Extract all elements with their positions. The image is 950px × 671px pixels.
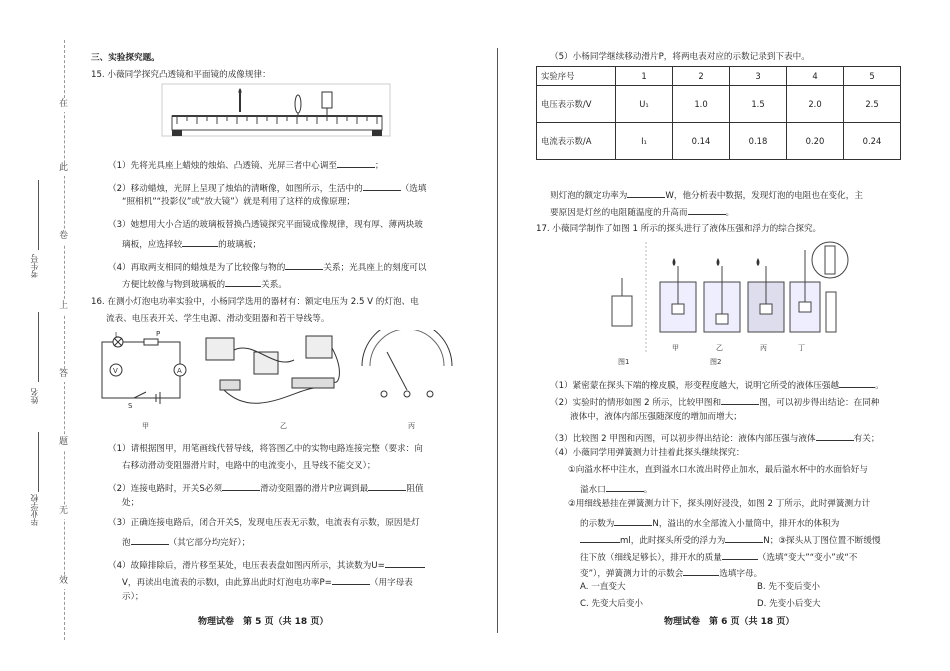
seal-char: 上 [59,300,68,314]
q16-4b: V，再读出电流表的示数I，由此算出此时灯泡电功率P= （用字母表 [122,575,413,589]
fig-jia-label: 甲 [142,422,149,430]
q17-4-2c: ml，此时探头所受的浮力为 N；③探头从丁图位置不断缓慢 [580,533,881,547]
name-field[interactable] [38,312,39,382]
q17-4: （4）小薇同学用弹簧测力计挂着此探头继续探究： [550,448,745,458]
table-cell: 1 [616,67,673,86]
answer-blank[interactable] [606,482,644,492]
answer-blank[interactable] [580,533,620,543]
q17-stem: 17. 小薇同学制作了如图 1 所示的探头进行了液体压强和浮力的综合探究。 [536,224,822,234]
fig-jia-label: 甲 [672,344,679,352]
fig-ding-label: 丁 [798,344,805,352]
q17-4-3: 往下放（细线足够长），排开水的质量 （选填“变大”“变小”或“不 [580,550,857,564]
optical-bench-svg [160,82,392,138]
answer-blank[interactable] [688,205,726,215]
option-b[interactable]: B. 先不变后变小 [757,582,820,592]
q17-3: （3）比较图 2 甲图和丙图，可以初步得出结论：液体内部压强与液体 有关； [550,431,879,445]
table-row [537,86,901,123]
table-cell: 2 [673,67,730,86]
table-row [537,67,901,86]
q15-3b: 璃板，应选择较 的玻璃板； [122,237,261,251]
table-cell: 3 [730,67,787,86]
table-cell: U₁ [616,86,673,123]
q15-1: （1）先将光具座上蜡烛的烛焰、凸透镜、光屏三者中心调至 ； [108,158,384,172]
q16-3b: 泡 （其它部分均完好）； [122,535,250,549]
q15-4: （4）再取两支相同的蜡烛是为了比较像与物的 关系；光具座上的刻度可以 [108,260,426,274]
answer-blank[interactable] [614,516,652,526]
seal-char: 在 [59,98,68,112]
answer-blank[interactable] [225,277,261,287]
table-cell: 4 [787,67,844,86]
answer-blank[interactable] [385,558,425,568]
q16-5-after1: 则灯泡的额定功率为 W，他分析表中数据，发现灯泡的电阻也在变化，主 [550,188,863,202]
answer-blank[interactable] [332,575,370,585]
q16-5: （5）小杨同学继续移动滑片P，将两电表对应的示数记录到下表中。 [550,52,810,62]
answer-blank[interactable] [683,566,719,576]
table-cell: 0.20 [787,123,844,160]
voltmeter-symbol: V [113,367,118,375]
q16-1: （1）请根据图甲，用笔画线代替导线，将答图乙中的实物电路连接完整（要求：向 [108,444,423,454]
table-cell: 电流表示数/A [537,123,616,160]
lamp-label: L [115,331,119,339]
table-cell: 0.18 [730,123,787,160]
q16-3: （3）正确连接电路后，闭合开关S，发现电压表无示数，电流表有示数，原因是灯 [108,518,420,528]
binding-strip [0,0,82,671]
q16-2: （2）连接电路时，开关S必须 滑动变阻器的滑片P应调到最 阻值 [108,481,424,495]
answer-blank[interactable] [285,260,323,270]
section-title: 三、实验探究题。 [91,53,160,63]
answer-blank[interactable] [839,378,875,388]
q16-stem-2: 流表、电压表开关、学生电源、滑动变阻器和若干导线等。 [106,314,330,324]
seal-char: 题 [59,436,68,450]
optical-bench-figure [160,82,392,138]
data-table [536,66,901,160]
fig-bing-label: 丙 [408,422,415,430]
seal-char: 此 [59,162,68,176]
q16-1b: 右移动滑动变阻器滑片时，电路中的电流变小，且导线不能交叉）； [122,461,376,471]
fig2-label: 图2 [710,358,722,366]
q15-2b: “照相机”“投影仪”或“放大镜”）就是利用了这样的成像原理； [122,197,355,207]
table-cell: 0.14 [673,123,730,160]
table-cell: 2.5 [844,86,901,123]
fig-bing-label: 丙 [760,344,767,352]
binding-dashed-line [64,40,65,640]
answer-blank[interactable] [722,550,758,560]
q17-4-2: ②用细线悬挂在弹簧测力计下，探头刚好浸没，如图 2 丁所示，此时弹簧测力计 [568,499,871,509]
table-cell: 电压表示数/V [537,86,616,123]
fig-yi-label: 乙 [280,422,287,430]
slider-label: P [156,330,161,338]
q16-4c: 示）； [122,592,144,602]
option-a[interactable]: A. 一直变大 [580,582,626,592]
column-divider [497,48,498,633]
seal-char: 效 [59,575,68,589]
q15-3: （3）她想用大小合适的玻璃板替换凸透镜探究平面镜成像规律，现有厚、薄两块玻 [108,220,423,230]
q17-2b: 液体中，液体内部压强随深度的增加而增大； [570,412,742,422]
fig1-label: 图1 [618,358,630,366]
q17-1: （1）紧密蒙在探头下端的橡皮膜，形变程度越大，说明它所受的液体压强越 。 [550,378,884,392]
answer-blank[interactable] [721,395,759,405]
option-d[interactable]: D. 先变小后变大 [757,599,821,609]
table-cell: 1.5 [730,86,787,123]
circuit-figures-svg [94,330,474,436]
seal-char: 无 [59,505,68,519]
answer-blank[interactable] [222,481,260,491]
option-c[interactable]: C. 先变大后变小 [580,599,644,609]
ammeter-symbol: A [177,367,182,375]
switch-label: S [128,402,133,410]
school-label: 毕业学校 [30,494,39,526]
table-cell: 0.24 [844,123,901,160]
q16-4: （4）故障排除后，滑片移至某处，电压表表盘如图丙所示，其读数为U= [108,558,425,572]
q17-4-3b: 变”），弹簧测力计的示数会 选填字母。 [580,566,762,580]
exam-id-label: 考生号 [30,254,39,278]
answer-blank[interactable] [363,181,401,191]
q16-figures [94,330,474,436]
table-cell: 2.0 [787,86,844,123]
fig-yi-label: 乙 [716,344,723,352]
q17-figures [590,238,852,370]
footer-left: 物理试卷 第 5 页（共 18 页） [198,617,329,627]
seal-char: 答 [59,368,68,382]
q17-4-1b: 溢水口 。 [580,482,652,496]
answer-blank[interactable] [725,533,763,543]
q16-5-after2: 要原因是灯丝的电阻随温度的升高而 。 [550,205,734,219]
exam-id-field[interactable] [38,180,39,250]
answer-blank[interactable] [131,535,169,545]
name-label: 姓名 [30,388,39,404]
answer-blank[interactable] [816,431,854,441]
footer-right: 物理试卷 第 6 页（共 18 页） [664,617,795,627]
seal-char: 卷 [59,230,68,244]
answer-blank[interactable] [627,188,665,198]
q15-stem: 15. 小薇同学探究凸透镜和平面镜的成像规律： [91,70,271,80]
q15-4b: 方便比较像与物到玻璃板的 关系。 [122,277,287,291]
answer-blank[interactable] [182,237,218,247]
q17-4-2b: 的示数为 N，溢出的水全部流入小量筒中，排开水的体积为 [580,516,839,530]
answer-blank[interactable] [337,158,375,168]
table-cell: 5 [844,67,901,86]
table-cell: I₁ [616,123,673,160]
q15-2: （2）移动蜡烛，光屏上呈现了烛焰的清晰像，如图所示，生活中的 （选填 [108,181,427,195]
q16-2b: 处； [122,498,140,508]
school-field[interactable] [38,432,39,492]
answer-blank[interactable] [368,481,406,491]
q16-stem-1: 16. 在测小灯泡电功率实验中，小杨同学选用的器材有：额定电压为 2.5 V 的灯泡、电 [91,297,419,307]
table-cell: 实验序号 [537,67,616,86]
table-cell: 1.0 [673,86,730,123]
q17-2: （2）实验时的情形如图 2 所示，比较甲图和 图，可以初步得出结论：在同种 [550,395,879,409]
q17-4-1: ①向溢水杯中注水，直到溢水口水流出时停止加水，最后溢水杯中的水面恰好与 [568,465,868,475]
table-row [537,123,901,160]
